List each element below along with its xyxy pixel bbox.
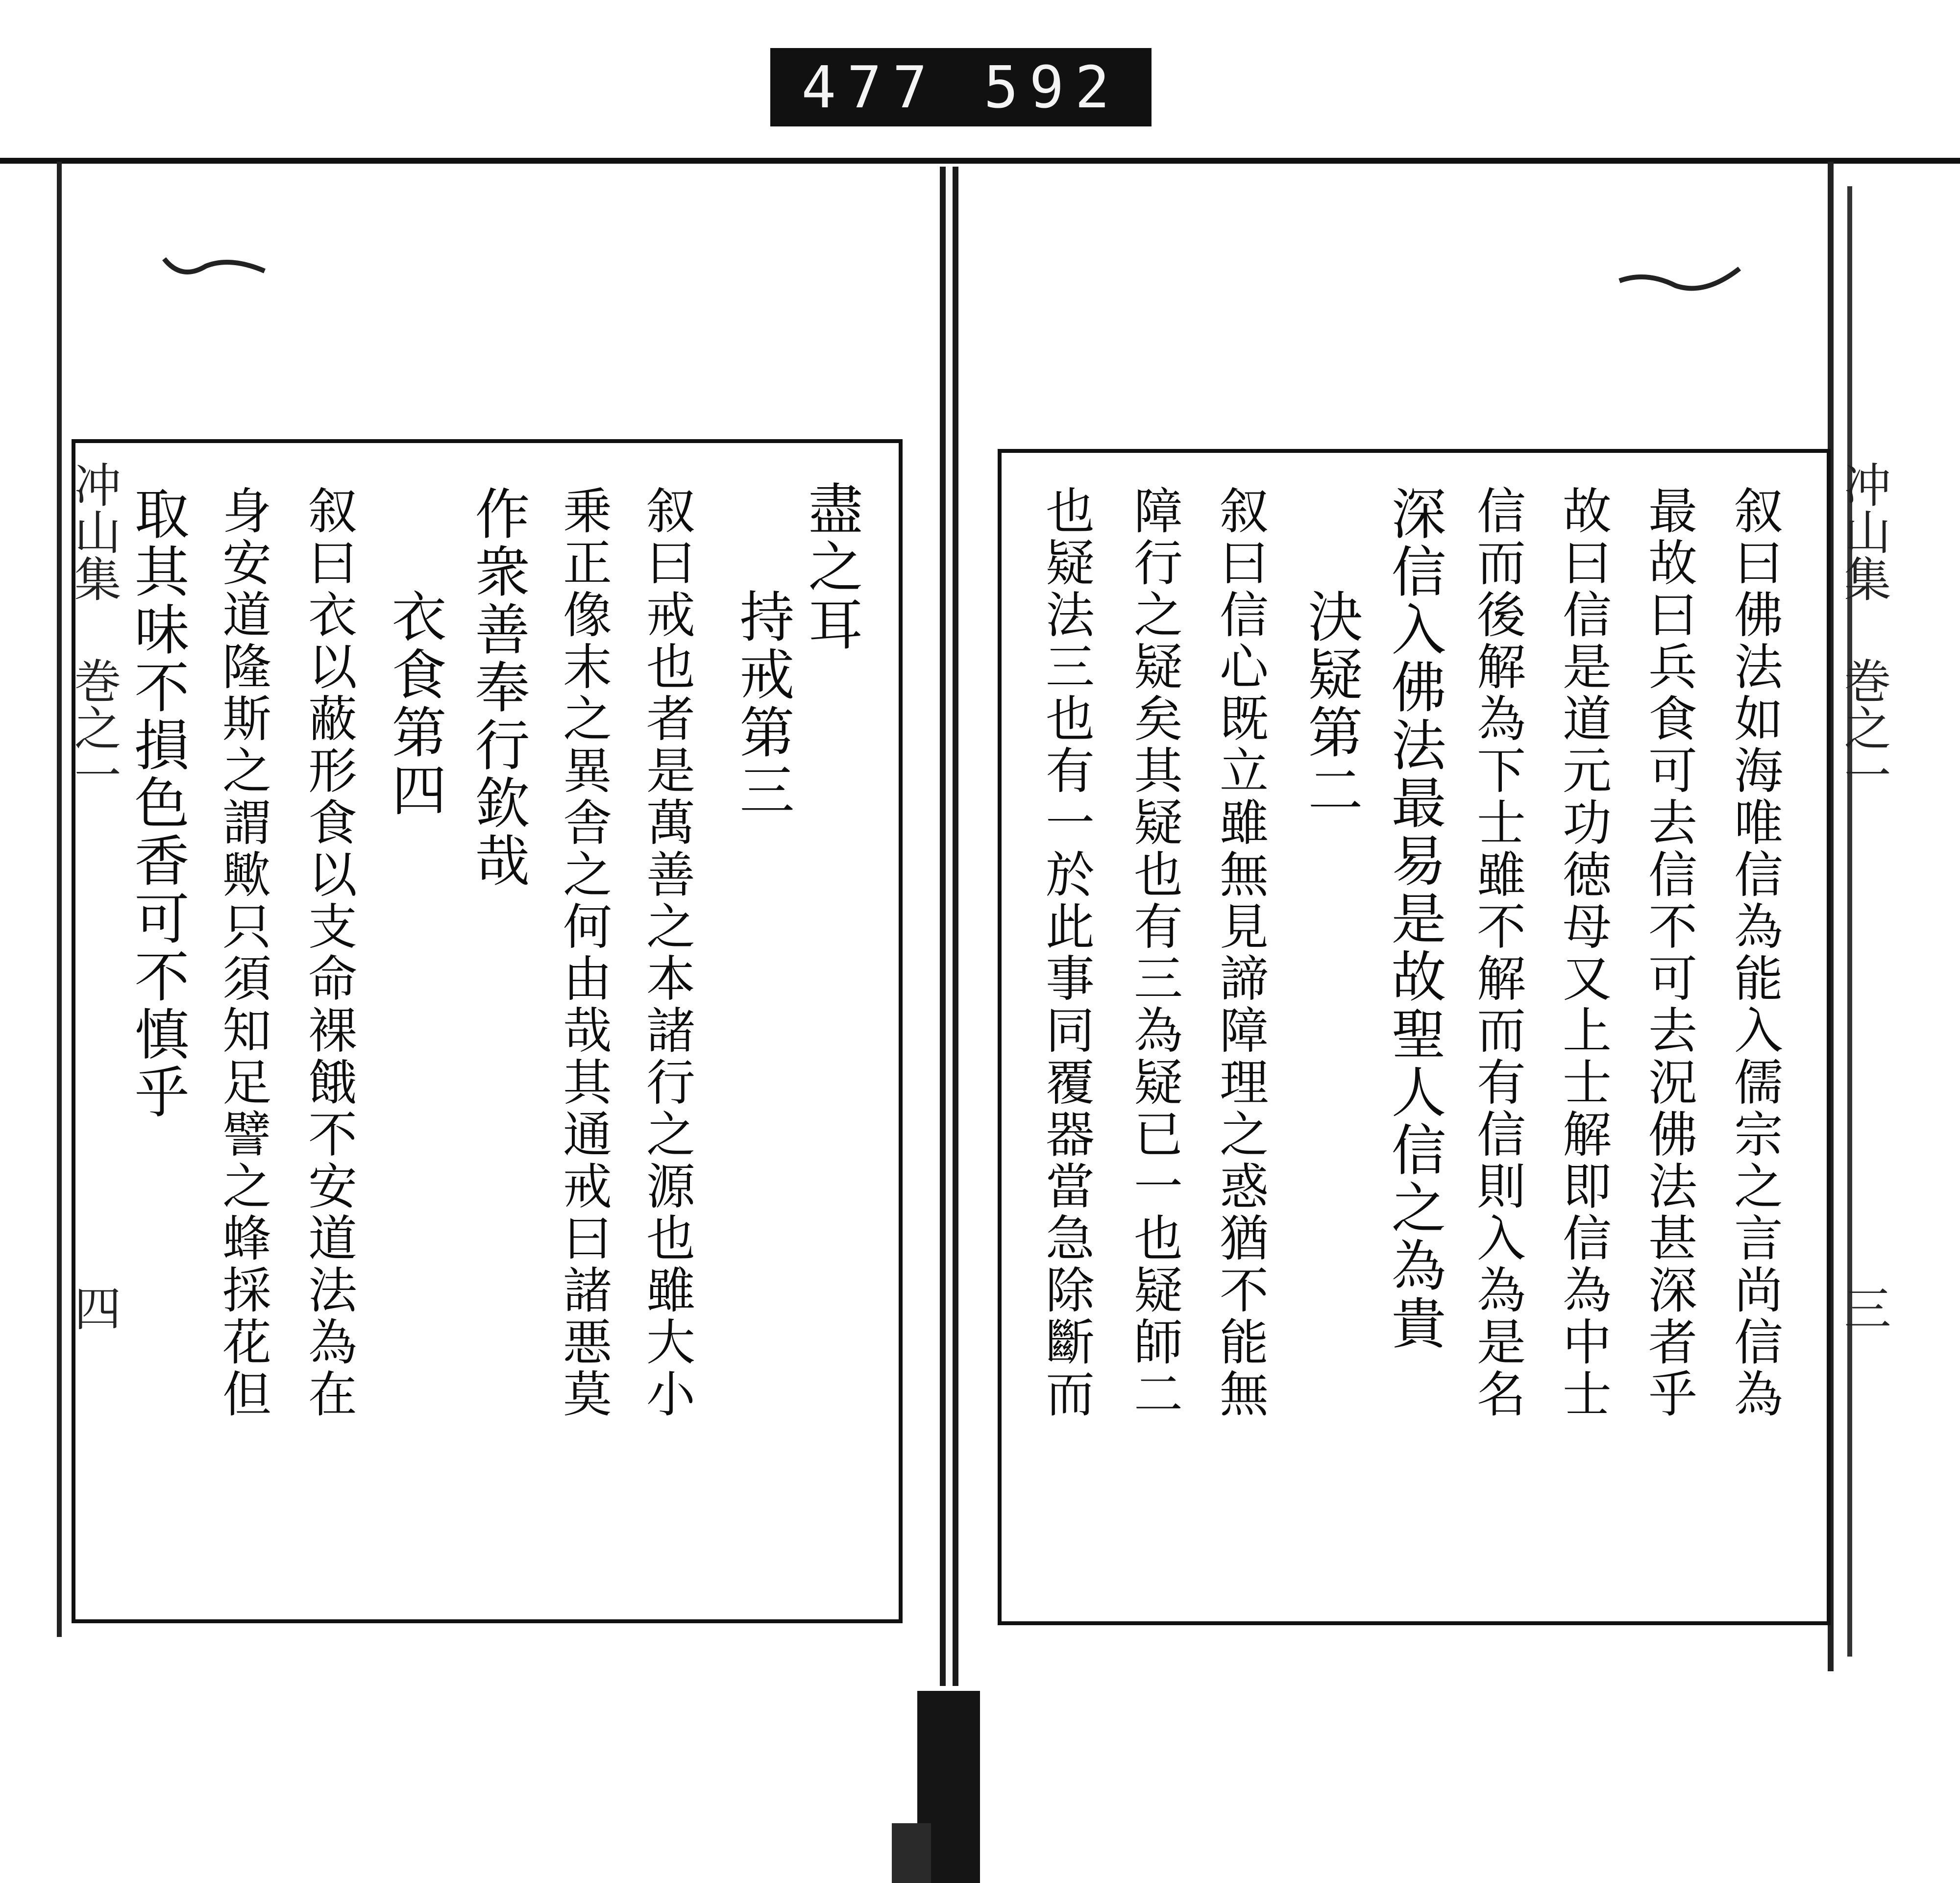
right-col-8: 障行之疑矣其疑也有三為疑已一也疑師二 — [1126, 485, 1183, 1420]
left-margin-folio: 四 — [67, 1284, 122, 1331]
brush-mark-right — [1617, 255, 1744, 306]
binding-tassel-shadow — [892, 1823, 931, 1883]
left-col-6: 衣食第四 — [383, 588, 446, 819]
right-col-6: 決疑第二 — [1299, 588, 1363, 819]
catalog-label: 477 592 — [770, 48, 1152, 126]
left-page-edge — [57, 162, 62, 1637]
left-col-8: 身安道隆斯之謂歟只須知足譬之蜂採花但 — [214, 485, 271, 1420]
left-col-9: 取其味不損色香可不慎乎 — [125, 485, 189, 1121]
right-col-2: 最故曰兵食可去信不可去況佛法甚深者乎 — [1640, 485, 1697, 1420]
left-col-7: 叙曰衣以蔽形食以支命裸餓不安道法為在 — [300, 485, 357, 1420]
right-col-4: 信而後解為下士雖不解而有信則入為是名 — [1469, 485, 1526, 1420]
right-page-edge-outer — [1847, 186, 1852, 1657]
left-col-5: 作衆善奉行欽哉 — [466, 485, 530, 890]
left-col-3: 叙曰戒也者是萬善之本諸行之源也雖大小 — [638, 485, 695, 1420]
left-col-1: 盡之耳 — [799, 480, 863, 654]
right-col-3: 故曰信是道元功徳母又上士解即信為中士 — [1554, 485, 1612, 1420]
brush-mark-left — [162, 245, 270, 297]
left-margin-title: 冲山集 巻之一 — [67, 461, 122, 798]
right-col-5: 深信入佛法最易是故聖人信之為貴 — [1382, 485, 1446, 1353]
right-margin-folio: 三 — [1837, 1284, 1891, 1331]
right-col-7: 叙曰信心既立雖無見諦障理之惑猶不能無 — [1211, 485, 1269, 1420]
right-margin-title: 冲山集 巻之一 — [1837, 461, 1891, 798]
top-rule — [0, 158, 1960, 164]
left-col-2: 持戒第三 — [731, 588, 794, 819]
book-spine-gap — [946, 167, 953, 1686]
right-col-9: 也疑法三也有一於此事同覆器當急除斷而 — [1037, 485, 1095, 1420]
left-col-4: 乗正像末之異舎之何由哉其通戒曰諸悪莫 — [555, 485, 612, 1420]
right-col-1: 叙曰佛法如海唯信為能入儒宗之言尚信為 — [1726, 485, 1783, 1420]
